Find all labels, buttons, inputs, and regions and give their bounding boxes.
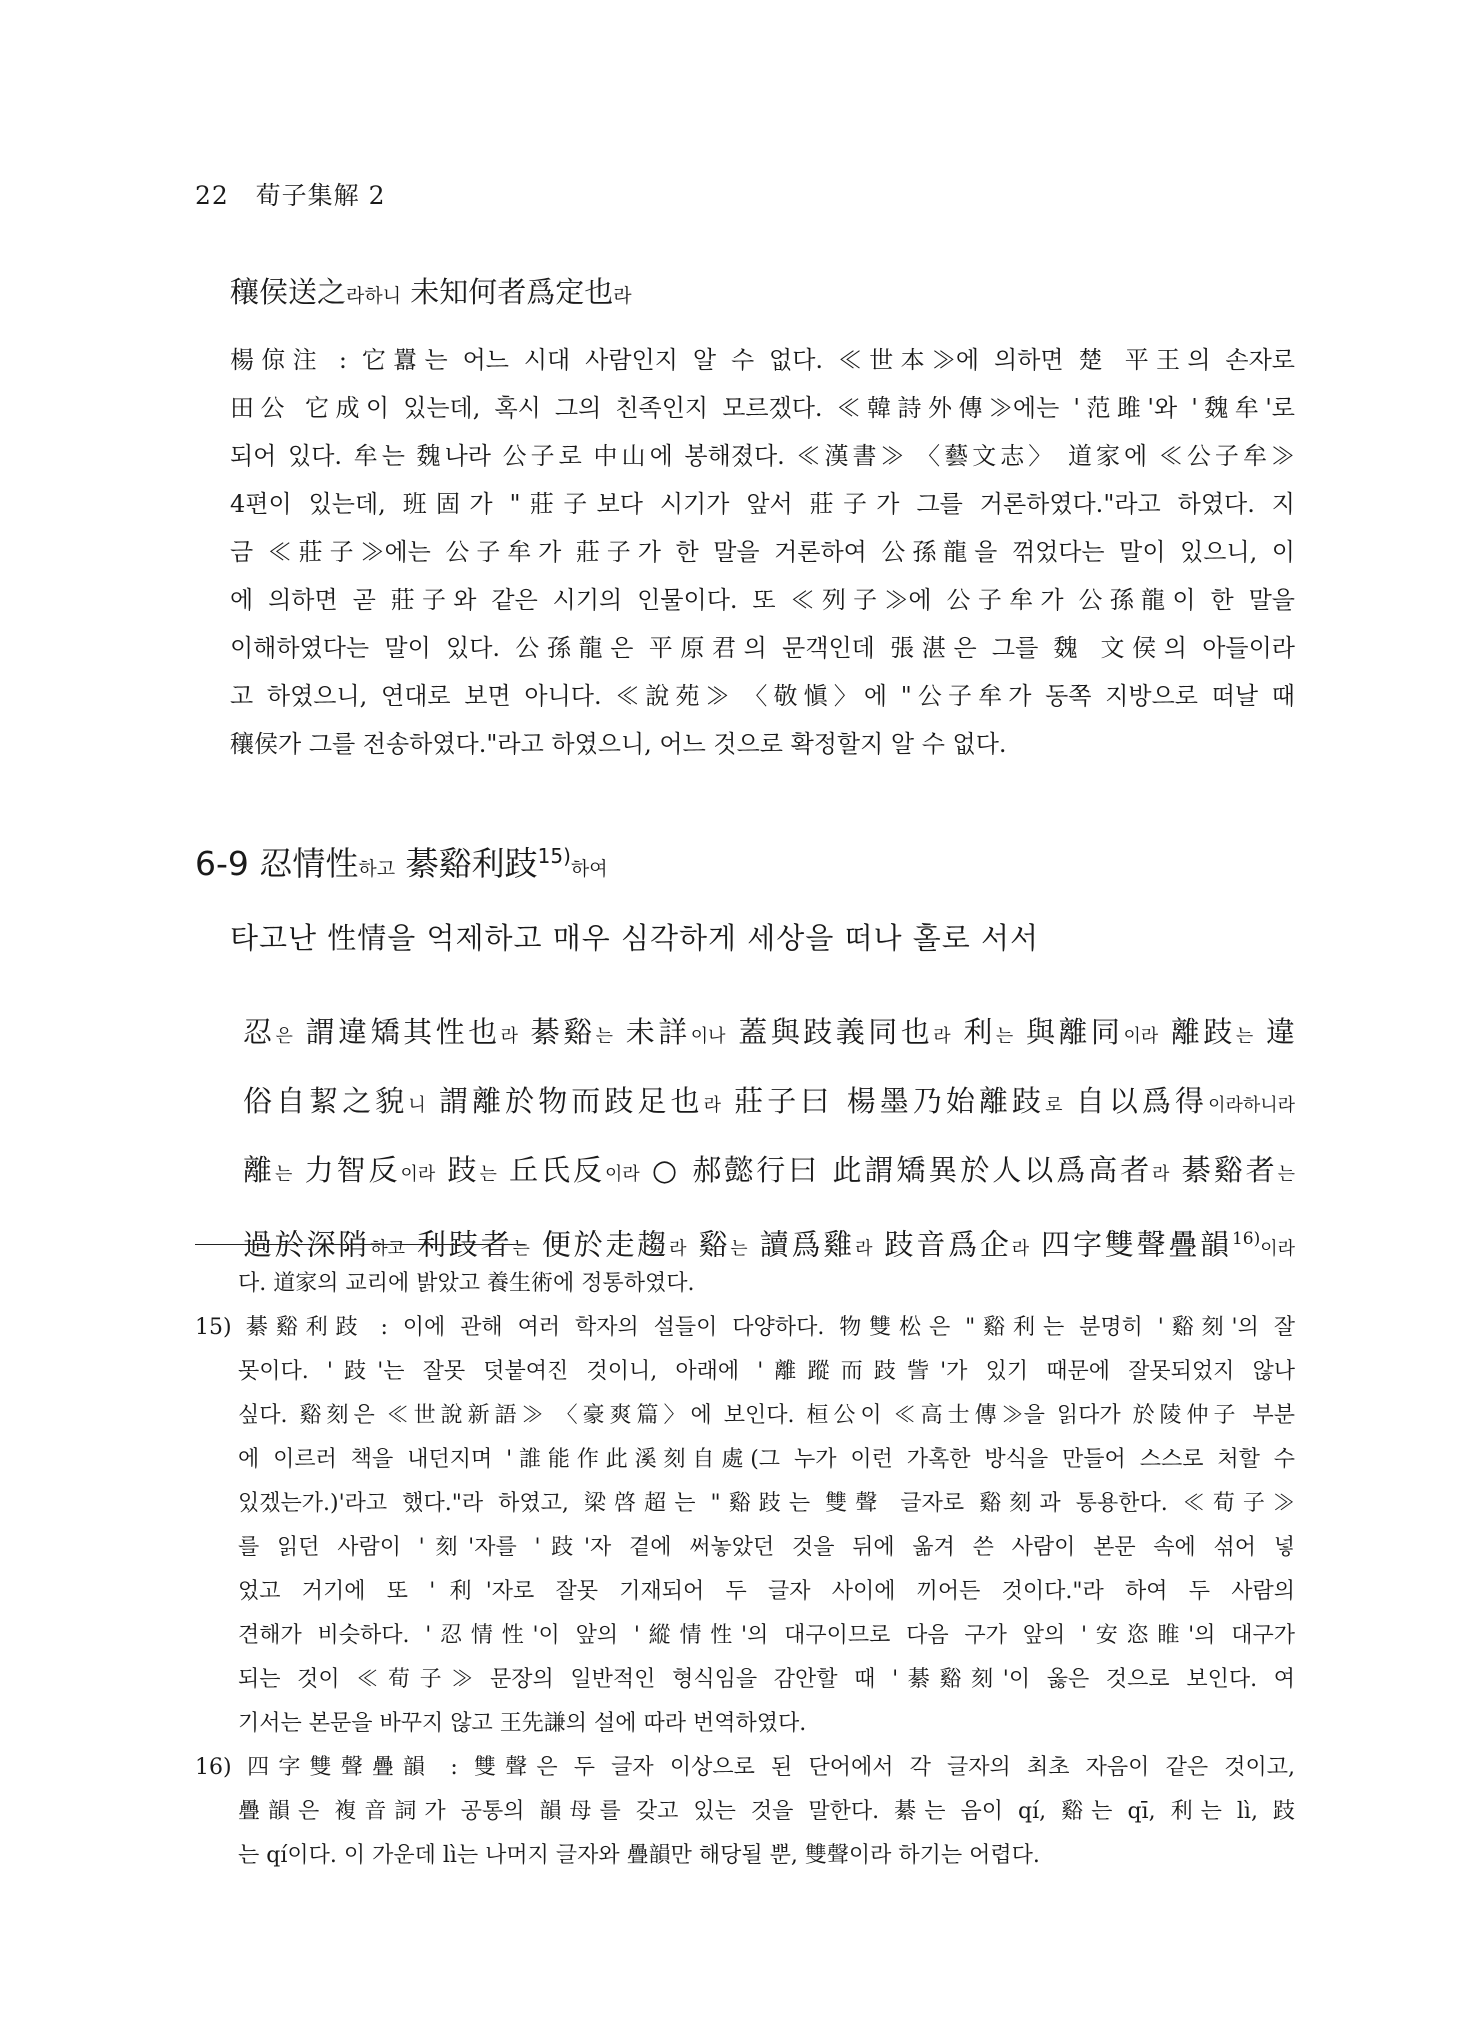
section-heading [195,838,608,885]
annotation-text: ○ 郝懿行曰 此謂矯異於人以爲高者 [639,1153,1153,1187]
annotation-particle: 라 [1152,1164,1170,1185]
footnote-line: 綦谿利跂 : 이에 관해 여러 학자의 설들이 다양하다. 物雙松은 "谿利는 분명히 '谿刻'의 잘 [238,1315,1295,1340]
annotation-particle: 는 [1235,1026,1254,1047]
annotation-text: 謂離於物而跂足也 [425,1084,704,1118]
commentary-line: 되어 있다. 牟는 魏나라 公子로 中山에 봉해졌다. ≪漢書≫ 〈藝文志〉 道家에 ≪公子牟≫ [230,442,1295,470]
footnote-divider [195,1244,525,1245]
annotation-text: 綦谿 [517,1015,596,1049]
footnotes [195,1262,1295,1878]
section-suffix: 하여 [570,858,608,880]
footnote-16 [195,1746,1295,1878]
annotation-particle: 라 [855,1238,873,1260]
annotation-text: 利跂者 [405,1227,513,1262]
footnote-line: 는 qí이다. 이 가운데 lì는 나머지 글자와 疊韻만 해당될 뿐, 雙聲이라 하기는 어렵다. [238,1843,1040,1868]
original-suffix: 라하니 [346,285,402,307]
annotation-text: 離跂 [1158,1015,1236,1049]
annotation-particle: 이라 [400,1164,436,1185]
annotation-text: 俗自絜之貌 [243,1084,409,1118]
page-number: 22 [195,181,229,210]
commentary-line: 4편이 있는데, 班固가 "莊子보다 시기가 앞서 莊子가 그를 거론하였다."라고 하였다. 지 [230,490,1295,518]
annotation-text: 未詳 [613,1015,691,1049]
commentary-line: 穰侯가 그를 전송하였다."라고 하였으니, 어느 것으로 확정할지 알 수 없다. [230,730,1007,758]
annotation-line [243,1000,1295,1069]
annotation-text: 綦谿者 [1169,1153,1278,1187]
footnote-line: 싶다. 谿刻은 ≪世說新語≫ 〈豪爽篇〉에 보인다. 桓公이 ≪高士傳≫을 읽다가 於陵仲子 부분 [238,1403,1295,1428]
annotation-particle: 는 [730,1238,748,1260]
original-text-line [230,270,632,311]
annotation-particle: 하고 [370,1238,405,1260]
annotation-text: 違 [1253,1015,1296,1049]
footnote-number: 16) [195,1755,232,1780]
footnote-line: 기서는 본문을 바꾸지 않고 王先謙의 설에 따라 번역하였다. [238,1711,807,1736]
annotation-particle: 는 [995,1026,1014,1047]
commentary-paragraph [230,336,1295,768]
annotation-particle: 라 [1011,1238,1030,1260]
footnote-line: 있겠는가.)'라고 했다."라 하였고, 梁啓超는 "谿跂는 雙聲 글자로 谿刻과 통용한다. ≪荀子≫ [238,1491,1295,1516]
annotation-text: 過於深陗 [243,1227,371,1262]
annotation-particle: 이나 [690,1026,726,1047]
footnote-line: 疊韻은 複音詞가 공통의 韻母를 갖고 있는 것을 말한다. 綦는 음이 qí, 谿는 qī, 利는 lì, 跂 [238,1799,1295,1824]
footnote-line: 四字雙聲疊韻 : 雙聲은 두 글자 이상으로 된 단어에서 각 글자의 최초 자음이 같은 것이고, [238,1755,1295,1780]
book-title: 荀子集解 2 [255,181,386,210]
annotation-particle: 이라 [1260,1238,1296,1260]
footnote-number: 15) [195,1315,232,1340]
original-text: 未知何者爲定也 [401,275,614,309]
annotation-text: 忍 [243,1015,276,1049]
annotation-particle: 는 [595,1026,614,1047]
section-suffix: 하고 [358,858,396,880]
footnote-line: 를 읽던 사람이 '刻'자를 '跂'자 곁에 써놓았던 것을 뒤에 옮겨 쓴 사람이 본문 속에 섞어 넣 [238,1535,1295,1560]
annotation-line [243,1138,1295,1207]
annotation-text: 跂 [435,1153,480,1187]
annotation-text: 謂違矯其性也 [292,1015,501,1049]
annotation-particle: 은 [275,1026,293,1047]
annotation-text: 莊子曰 楊墨乃始離跂 [720,1084,1046,1118]
annotation-text: 自以爲得 [1062,1084,1209,1118]
annotation-line [243,1069,1295,1138]
translation: 타고난 性情을 억제하고 매우 심각하게 세상을 떠나 홀로 서서 [230,921,1040,955]
annotation-particle: 는 [274,1164,293,1185]
annotation-text: 離 [243,1153,275,1187]
annotation-text: 便於走趨 [529,1227,670,1262]
commentary-line: 금 ≪莊子≫에는 公子牟가 莊子가 한 말을 거론하여 公孫龍을 꺾었다는 말이 있으니, 이 [230,538,1295,566]
footnote-15 [195,1306,1295,1746]
annotation-text: 利 [950,1015,996,1049]
footnote-line: 견해가 비슷하다. '忍情性'이 앞의 '縱情性'의 대구이므로 다음 구가 앞의 '安恣睢'의 대구가 [238,1623,1295,1648]
footnote-line: 못이다. '跂'는 잘못 덧붙여진 것이니, 아래에 '離蹤而跂訾'가 있기 때문에 잘못되었지 않나 [238,1359,1295,1384]
annotation-text: 谿 [686,1227,731,1262]
footnote-ref[interactable]: 16) [1231,1229,1261,1249]
annotation-block [243,1000,1295,1282]
footnote-continuation: 다. 道家의 교리에 밝았고 養生術에 정통하였다. [238,1271,695,1296]
original-suffix: 라 [613,285,632,307]
annotation-text: 讀爲雞 [747,1227,856,1262]
annotation-particle: 는 [479,1164,497,1185]
annotation-text: 與離同 [1013,1015,1124,1049]
footnote-line: 에 이르러 책을 내던지며 '誰能作此溪刻自處(그 누가 이런 가혹한 방식을 만들어 스스로 처할 수 [238,1447,1295,1472]
annotation-particle: 이라 [1123,1026,1159,1047]
annotation-text: 四字雙聲疊韻 [1029,1227,1232,1262]
annotation-particle: 라 [669,1238,687,1260]
section-text: 忍情性 [259,844,359,883]
commentary-line: 이해하였다는 말이 있다. 公孫龍은 平原君의 문객인데 張湛은 그를 魏 文侯의 아들이라 [230,634,1295,662]
annotation-text: 蓋與跂義同也 [725,1015,934,1049]
footnote-ref[interactable]: 15) [537,844,571,868]
annotation-particle: 라 [500,1026,518,1047]
annotation-particle: 라 [933,1026,951,1047]
annotation-particle: 라 [703,1095,721,1116]
footnote-line: 되는 것이 ≪荀子≫ 문장의 일반적인 형식임을 감안할 때 '綦谿刻'이 옳은 것으로 보인다. 여 [238,1667,1295,1692]
annotation-particle: 니 [408,1095,426,1116]
annotation-particle: 는 [1277,1164,1296,1185]
commentary-line: 에 의하면 곧 莊子와 같은 시기의 인물이다. 또 ≪列子≫에 公子牟가 公孫龍이 한 말을 [230,586,1295,614]
section-text: 綦谿利跂 [405,844,538,883]
commentary-line: 고 하였으니, 연대로 보면 아니다. ≪說苑≫ 〈敬愼〉에 "公子牟가 동쪽 지방으로 떠날 때 [230,682,1295,710]
annotation-particle: 로 [1045,1095,1063,1116]
footnote-line: 었고 거기에 또 '利'자로 잘못 기재되어 두 글자 사이에 끼어든 것이다."라 하여 두 사람의 [238,1579,1295,1604]
annotation-text: 力智反 [292,1153,401,1187]
annotation-particle: 이라 [604,1164,640,1185]
annotation-text: 跂音爲企 [872,1227,1012,1262]
annotation-text: 丘氏反 [496,1153,605,1187]
annotation-particle: 이라하니라 [1208,1095,1296,1116]
page-header [195,176,386,212]
section-number: 6-9 [195,844,249,883]
annotation-particle: 는 [512,1238,530,1260]
commentary-line: 田公 它成이 있는데, 혹시 그의 친족인지 모르겠다. ≪韓詩外傳≫에는 '范雎'와 '魏牟'로 [230,394,1295,422]
commentary-line: 楊倞注 : 它囂는 어느 시대 사람인지 알 수 없다. ≪世本≫에 의하면 楚 平王의 손자로 [230,346,1295,374]
original-text: 穰侯送之 [230,275,347,309]
